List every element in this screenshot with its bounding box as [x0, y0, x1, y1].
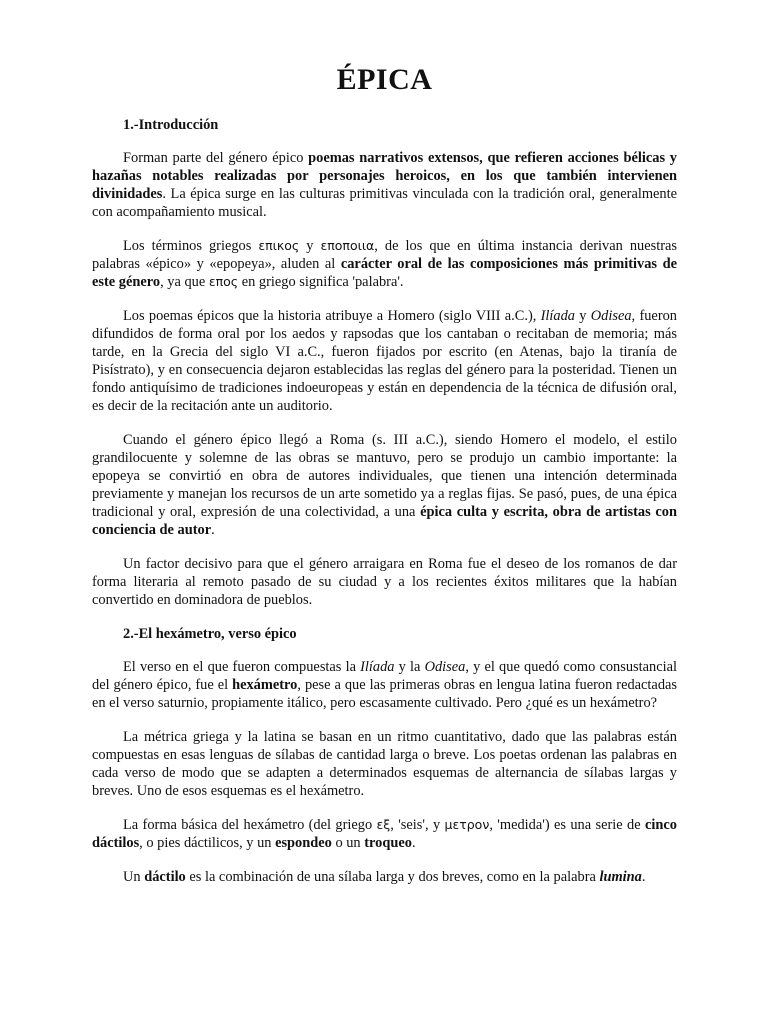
text-span: El verso en el que fueron compuestas la: [123, 659, 361, 675]
paragraph-intro-3: [92, 307, 677, 415]
paragraph-intro-1: [92, 149, 677, 221]
text-span: , de los que en última instancia derivan nuestras palabras «épico» y «epopeya», aluden al: [92, 238, 678, 272]
text-span: .: [211, 522, 215, 538]
text-span: , y el que quedó como consustancial del género épico, fue el: [92, 659, 677, 693]
text-span: en griego significa 'palabra'.: [238, 274, 404, 290]
section-heading-hexametro: 2.-El hexámetro, verso épico: [123, 626, 297, 642]
text-span: es la combinación de una sílaba larga y dos breves, como en la palabra: [185, 869, 600, 885]
text-span: y: [299, 238, 321, 254]
page-title: ÉPICA: [336, 63, 433, 96]
bold-text: cinco dáctilos: [92, 817, 677, 851]
paragraph-intro-2: [92, 237, 677, 291]
text-span: . La épica surge en las culturas primitivas vinculada con la tradición oral, generalmente con acompañamiento musical.: [92, 186, 677, 220]
text-span: fueron difundidos de forma oral por los aedos y rapsodas que los cantaban o recitaban de memoria; más tarde, en la Grecia del siglo VI a.C., fueron fijados por escrito (en Atenas, bajo la tiranía de Pisístrato), y en consecuencia dejaron establecidas las reglas del género para la posteridad. Tienen un fondo antiquísimo de tradiciones indoeuropeas y están en dependencia de la técnica de difusión oral, es decir de la recitación ante un auditorio.: [92, 308, 678, 414]
italic-title: Odisea,: [590, 308, 636, 324]
italic-title: Ilíada: [540, 308, 575, 324]
italic-title: Ilíada: [360, 659, 395, 675]
text-span: y la: [394, 659, 425, 675]
greek-word: μετρον: [444, 817, 490, 832]
paragraph-hexametro-2: La métrica griega y la latina se basan en un ritmo cuantitativo, dado que las palabras están compuestas en esas lenguas de sílabas de cantidad larga o breve. Los poetas ordenan las palabras en cada verso de modo que se adapten a determinados esquemas de alternancia de sílabas largas y breves. Uno de esos esquemas es el hexámetro.: [92, 729, 677, 799]
text-span: , pese a que las primeras obras en lengua latina fueron redactadas en el verso saturnio, propiamente itálico, pero escasamente cultivado. Pero ¿qué es un hexámetro?: [92, 677, 678, 711]
text-span: o un: [331, 835, 365, 851]
bold-text: poemas narrativos extensos, que refieren acciones bélicas y hazañas notables realizadas por personajes heroicos, en los que también intervienen divinidades: [92, 150, 677, 202]
greek-word: επος: [208, 274, 239, 289]
text-span: Los términos griegos: [123, 238, 259, 254]
paragraph-intro-4: [92, 431, 677, 539]
text-span: , o pies dáctilicos, y un: [139, 835, 276, 851]
text-span: Los poemas épicos que la historia atribuye a Homero (siglo VIII a.C.),: [123, 308, 541, 324]
paragraph-hexametro-1: [92, 658, 677, 712]
italic-text: lumina: [599, 869, 642, 885]
bold-text: dáctilo: [144, 869, 186, 885]
text-span: Forman parte del género épico: [123, 150, 309, 166]
text-span: .: [641, 869, 646, 885]
text-span: , 'medida') es una serie de: [489, 817, 645, 833]
text-span: , ya que: [160, 274, 209, 290]
bold-text: hexámetro: [232, 677, 298, 693]
greek-word: εξ: [376, 817, 391, 832]
paragraph-hexametro-3: [92, 816, 677, 852]
greek-word: εποποιια: [320, 238, 375, 253]
text-span: y: [575, 308, 591, 324]
text-span: .: [411, 835, 416, 851]
paragraph-intro-5: Un factor decisivo para que el género arraigara en Roma fue el deseo de los romanos de dar forma literaria al remoto pasado de su ciudad y a los recientes éxitos militares que la habían convertido en dominadora de pueblos.: [92, 556, 677, 608]
bold-text: espondeo: [275, 835, 332, 851]
italic-title: Odisea: [424, 659, 466, 675]
bold-text: carácter oral de las composiciones más primitivas de este género: [92, 256, 677, 290]
bold-text: épica culta y escrita, obra de artistas con conciencia de autor: [92, 504, 677, 538]
text-span: La forma básica del hexámetro (del griego: [123, 817, 377, 833]
section-heading-introduccion: 1.-Introducción: [123, 117, 219, 133]
document-page: [92, 58, 677, 902]
text-span: Cuando el género épico llegó a Roma (s. III a.C.), siendo Homero el modelo, el estilo grandilocuente y solemne de las obras se mantuvo, pero se produjo un cambio importante: la epopeya se convirtió en obra de autores individuales, que tienen una intención determinada previamente y manejan los recursos de un arte sometido ya a reglas fijas. Se pasó, pues, de una épica tradicional y oral, expresión de una colectividad, a una: [92, 432, 677, 520]
bold-italic-text: [599, 869, 641, 885]
paragraph-hexametro-4: [92, 868, 677, 886]
text-span: Un: [123, 869, 145, 885]
bold-text: troqueo: [364, 835, 412, 851]
text-span: , 'seis', y: [390, 817, 445, 833]
greek-word: επικος: [258, 238, 300, 253]
